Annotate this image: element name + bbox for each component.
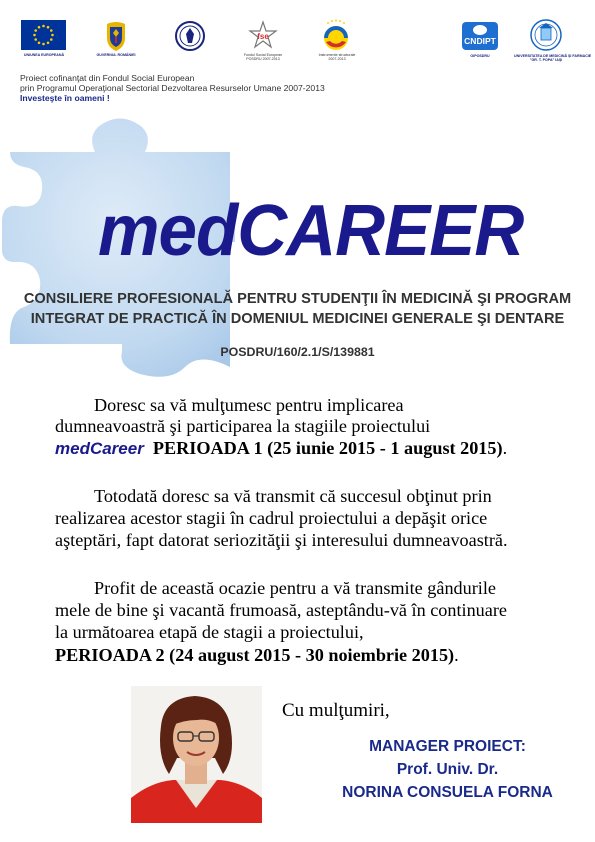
ministry-seal-icon [175,21,205,51]
header-line-2: prin Programul Operaţional Sectorial Dezvoltarea Resurselor Umane 2007-2013 [20,83,325,93]
project-code: POSDRU/160/2.1/S/139881 [220,345,375,359]
closing-text: Cu mulţumiri, [282,700,390,721]
cndipt-logo-icon [462,22,498,50]
p2-line-1: Totodată doresc sa vă transmit că succesul obţinut prin [94,486,492,506]
p1-end: . [502,438,508,458]
logo-caption-gov: GUVERNUL ROMÂNIEI [96,53,136,57]
p3-line-2: mele de bine şi vacantă frumoasă, asteptându-vă în continuare [55,600,507,620]
fse-logo-icon [247,20,279,50]
period-2: PERIOADA 2 (24 august 2015 - 30 noiembrie 2015) [55,645,455,665]
logo-caption-eu: UNIUNEA EUROPEANĂ [23,53,65,57]
p1-line-3 [55,438,507,459]
p2-line-2: realizarea acestor stagii în cadrul proiectului a depăşit orice [55,508,488,528]
logo-caption-university: UNIVERSITATEA DE MEDICINĂ ŞI FARMACIE "GR. T. POPA" IAŞI [514,54,592,62]
inline-brand: medCareer [55,439,144,458]
manager-role: MANAGER PROIECT: [369,738,526,755]
logo-caption-fse: Fondul Social European POSDRU 2007-2013 [243,53,283,61]
p2-line-3: aşteptări, fapt datorat seriozităţii şi interesului dumneavoastră. [55,530,508,550]
p1-line-1: Doresc sa vă mulţumesc pentru implicarea [94,395,404,415]
logo-caption-structural: Instrumente structurale 2007-2013 [318,53,356,61]
p3-line-4 [55,645,459,666]
logo-caption-cndipt: OIPOSDRU [470,54,490,58]
p3-line-3: la următoarea etapă de stagii a proiectului, [55,622,364,642]
manager-photo [131,686,262,823]
project-subtitle-line-1: CONSILIERE PROFESIONALĂ PENTRU STUDENŢII ÎN MEDICINĂ ŞI PROGRAM [23,291,572,307]
p3-end: . [454,645,459,665]
romania-coat-of-arms-icon [104,20,128,52]
period-1: PERIOADA 1 (25 iunie 2015 - 1 august 2015) [152,438,503,458]
header-line-1: Proiect cofinanţat din Fondul Social European [20,73,195,83]
p3-line-1: Profit de această ocazie pentru a vă transmite gândurile [94,578,496,598]
header-slogan: Investeşte în oameni ! [20,93,110,103]
manager-name: NORINA CONSUELA FORNA [342,784,553,801]
structural-instruments-icon [318,18,354,52]
university-crest-icon [530,18,562,52]
project-subtitle-line-2: INTEGRAT DE PRACTICĂ ÎN DOMENIUL MEDICINEI GENERALE ŞI DENTARE [30,311,565,327]
p1-line-2: dumneavoastră şi participarea la stagiile proiectului [55,416,431,436]
cndipt-label: CNDIPT [464,36,496,46]
manager-title: Prof. Univ. Dr. [396,761,499,778]
eu-flag-icon [21,20,66,50]
brand-title: medCAREER [98,191,524,271]
svg-text:fse: fse [257,32,269,41]
